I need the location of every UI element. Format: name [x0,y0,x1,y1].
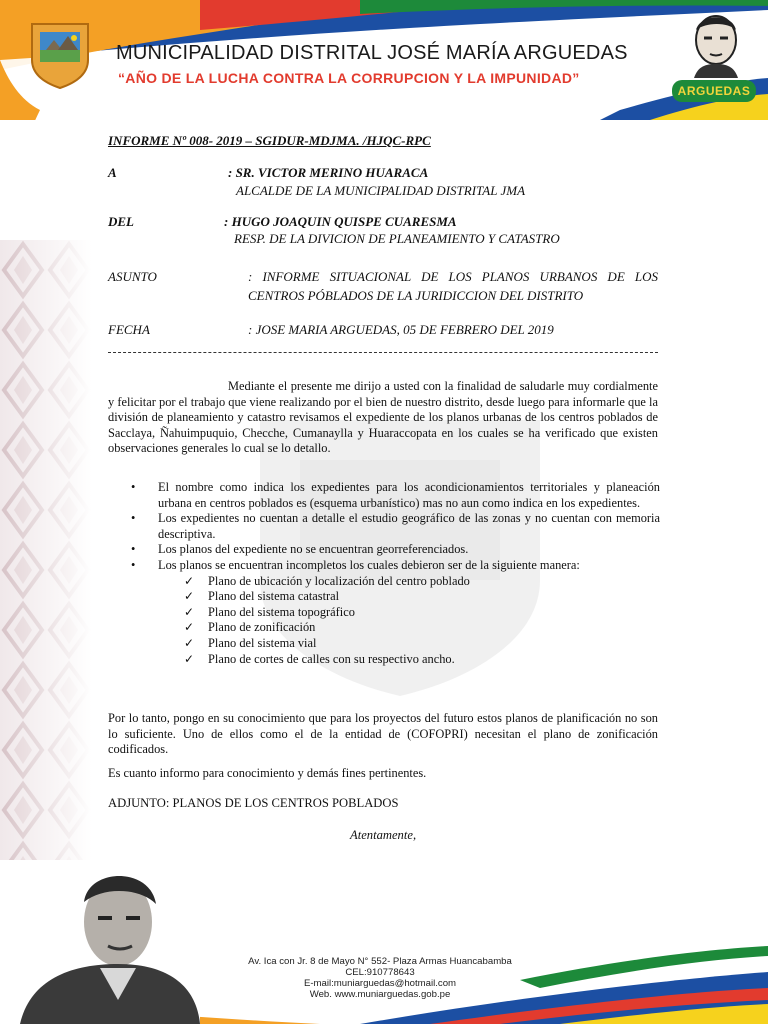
to-label: A [108,165,117,180]
required-plans-list [158,574,660,668]
checkmark-icon: ✓ [184,620,195,635]
attachment-line: ADJUNTO: PLANOS DE LOS CENTROS POBLADOS [108,796,399,810]
list-item: • Los planos se encuentran incompletos los cuales debieron ser de la siguiente manera: ✓ Plano de ubicación y localización del centro poblado ✓ Plano del sistema catastral ✓ Plano del sistema topográfico ✓ Plano de zonificación ✓ Plano del sistema vial ✓ Plano de cortes de calles con su respectivo ancho. [128,558,660,667]
date-label: FECHA [108,322,150,337]
from-label: DEL [108,214,134,229]
date-value: : JOSE MARIA ARGUEDAS, 05 DE FEBRERO DEL 2019 [248,322,554,337]
list-item: ✓ Plano del sistema vial [184,635,317,650]
intro-paragraph: Mediante el presente me dirijo a usted con la finalidad de saludarle muy cordialmente y felicitar por el trabajo que viene realizando por el bien de nuestro distrito, desde luego para informarle que la división de planeamiento y catastro revisamos el expediente de los planos urbanas de los centros poblados de Sacclaya, Ñahuimpuquio, Checche, Cumanaylla y Huaraccopata en los cuales se ha verificado que existen observaciones generales lo cual se lo detallo. [108,379,658,456]
subject-line-1: : INFORME SITUACIONAL DE LOS PLANOS URBANOS DE LOS [248,269,658,284]
checkmark-icon: ✓ [184,573,195,588]
checkmark-icon: ✓ [184,589,195,604]
list-item: • El nombre como indica los expedientes para los acondicionamientos territoriales y planeación urbana en centros poblados es (esquema urbanístico) mas no aun como indica en los expedientes. [131,480,660,510]
subject-line-2: CENTROS PÓBLADOS DE LA JURIDICCION DEL DISTRITO [248,288,584,303]
list-item: • Los planos del expediente no se encuentran georreferenciados. [131,542,469,557]
list-item: ✓ Plano del sistema catastral [184,589,340,604]
arguedas-badge: ARGUEDAS [672,80,756,102]
year-motto: “AÑO DE LA LUCHA CONTRA LA CORRUPCION Y LA IMPUNIDAD” [118,70,580,86]
list-item: • Los expedientes no cuentan a detalle el estudio geográfico de las zonas y no cuentan con memoria descriptiva. [131,511,660,541]
list-item: ✓ Plano de cortes de calles con su respectivo ancho. [184,651,455,666]
checkmark-icon: ✓ [184,651,195,666]
municipality-title: MUNICIPALIDAD DISTRITAL JOSÉ MARÍA ARGUEDAS [116,42,628,64]
observations-list [128,480,660,667]
checkmark-icon: ✓ [184,635,195,650]
conclusion-paragraph: Por lo tanto, pongo en su conocimiento que para los proyectos del futuro estos planos de planificación no son lo suficiente. Uno de ellos como el de la entidad de (COFOPRI) necesitan el plano de zonificación codificados. [108,711,658,757]
bullet-icon: • [131,480,136,494]
checkmark-icon: ✓ [184,604,195,619]
footer-address: Av. Ica con Jr. 8 de Mayo N° 552- Plaza Armas Huancabamba [248,956,512,967]
textile-pattern-decoration [0,240,92,880]
recipient-name: : SR. VICTOR MERINO HUARACA [228,165,429,180]
sender-name: : HUGO JOAQUIN QUISPE CUARESMA [224,214,457,229]
sender-role: RESP. DE LA DIVICION DE PLANEAMIENTO Y CATASTRO [234,231,560,246]
list-item: ✓ Plano del sistema topográfico [184,604,355,619]
closing-paragraph: Es cuanto informo para conocimiento y demás fines pertinentes. [108,766,427,780]
bullet-icon: • [131,511,136,526]
separator-line [108,352,658,353]
list-item: ✓ Plano de zonificación [184,620,316,635]
bullet-icon: • [131,542,136,557]
arguedas-photo-icon [0,860,200,1024]
municipal-crest-icon [24,18,96,90]
signoff: Atentamente, [350,828,417,842]
report-reference: INFORME Nº 008- 2019 – SGIDUR-MDJMA. /HJQC-RPC [108,133,431,148]
footer-email: E-mail:muniarguedas@hotmail.com [303,978,457,989]
subject-label: ASUNTO [108,269,157,284]
recipient-role: ALCALDE DE LA MUNICIPALIDAD DISTRITAL JMA [236,183,526,198]
footer-phone: CEL:910778643 [345,967,415,978]
arguedas-portrait-icon [680,8,752,78]
list-item: ✓ Plano de ubicación y localización del centro poblado [184,573,470,588]
footer-web: Web. www.muniarguedas.gob.pe [309,989,451,1000]
bullet-icon: • [131,557,136,572]
